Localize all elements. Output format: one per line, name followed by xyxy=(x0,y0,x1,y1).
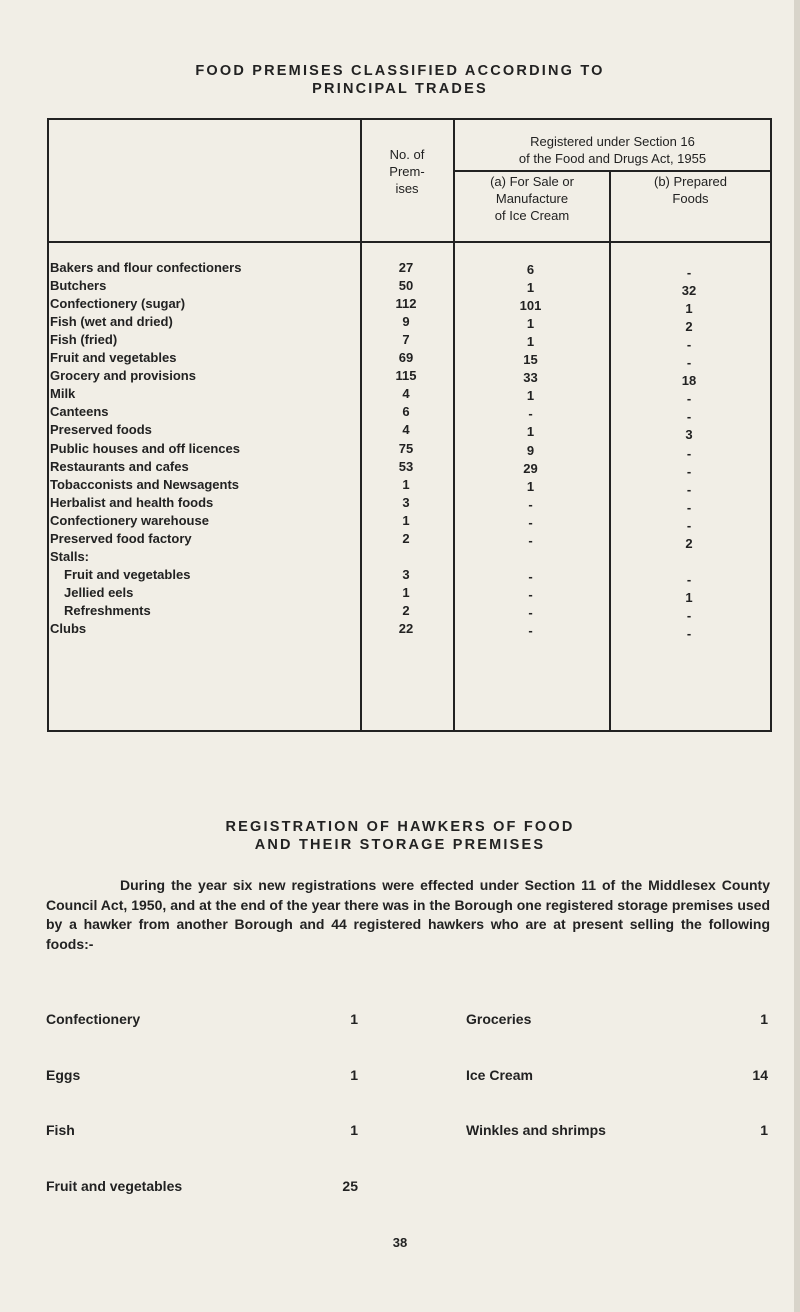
food-name: Fish xyxy=(46,1122,75,1138)
row-label: Fruit and vegetables xyxy=(64,566,191,582)
row-label: Confectionery warehouse xyxy=(50,512,209,528)
row-premises-count: 1 xyxy=(402,584,410,600)
table-row xyxy=(47,368,772,389)
food-name: Eggs xyxy=(46,1067,81,1083)
food-premises-table xyxy=(47,118,772,733)
table-row xyxy=(47,585,772,603)
table-row xyxy=(47,621,772,639)
header-ice-cream-line: Manufacture xyxy=(495,191,569,206)
row-premises-count: 2 xyxy=(402,530,410,546)
row-premises-count: 6 xyxy=(402,404,410,420)
table-row xyxy=(47,314,772,335)
row-label: Butchers xyxy=(50,278,107,294)
row-ice-cream-count: - xyxy=(528,532,533,548)
row-ice-cream-count: 15 xyxy=(523,352,538,368)
food-count: 1 xyxy=(350,1067,358,1083)
row-ice-cream-count: 1 xyxy=(526,280,535,296)
row-label: Jellied eels xyxy=(64,584,134,600)
row-label: Confectionery (sugar) xyxy=(50,296,186,312)
table-row xyxy=(47,278,772,299)
row-label: Tobacconists and Newsagents xyxy=(50,476,240,492)
row-label: Fruit and vegetables xyxy=(50,350,177,366)
header-premises-line: Prem- xyxy=(389,164,425,179)
header-registered xyxy=(455,133,770,167)
row-label: Clubs xyxy=(50,621,87,636)
row-prepared-foods-count: - xyxy=(686,607,692,623)
row-premises-count: 53 xyxy=(398,458,414,474)
row-ice-cream-count: - xyxy=(528,406,533,422)
table-bottom-rule xyxy=(47,730,772,732)
row-label: Stalls: xyxy=(50,548,90,564)
food-name: Ice Cream xyxy=(466,1067,533,1083)
table-row xyxy=(47,567,772,585)
table-row xyxy=(47,332,772,353)
food-name: Confectionery xyxy=(46,1011,141,1027)
row-label: Fish (wet and dried) xyxy=(50,314,173,330)
row-ice-cream-count: 1 xyxy=(526,388,535,404)
row-label: Fish (fried) xyxy=(50,332,118,348)
section-title-line-1: REGISTRATION OF HAWKERS OF FOOD xyxy=(225,819,575,835)
row-premises-count: 115 xyxy=(395,368,417,384)
food-name: Groceries xyxy=(466,1011,532,1027)
food-count: 1 xyxy=(350,1122,358,1138)
row-premises-count: 4 xyxy=(402,386,410,402)
header-sub-rule xyxy=(454,170,772,172)
table-row xyxy=(47,296,772,317)
row-prepared-foods-count: - xyxy=(686,409,692,425)
row-ice-cream-count: - xyxy=(528,496,533,512)
hawkers-paragraph-text: During the year six new registrations were effected under Section 11 of the Middlesex County Council Act, 1950, and at the end of the year there was in the Borough one registered storage premises used by a hawker from another Borough and 44 registered hawkers who are at present selling the following foods:- xyxy=(46,877,770,952)
table-row xyxy=(47,477,772,495)
row-prepared-foods-count: - xyxy=(686,517,692,533)
header-bottom-rule xyxy=(47,241,772,243)
header-premises-line: No. of xyxy=(389,147,425,162)
row-label: Restaurants and cafes xyxy=(50,458,189,474)
row-label: Bakers and flour confectioners xyxy=(50,260,242,275)
row-prepared-foods-count: 2 xyxy=(685,535,693,551)
row-premises-count: 3 xyxy=(402,494,410,510)
row-prepared-foods-count: - xyxy=(686,571,692,587)
row-label: Canteens xyxy=(50,404,109,420)
row-prepared-foods-count: 3 xyxy=(685,427,693,443)
table-row xyxy=(47,350,772,371)
row-ice-cream-count: - xyxy=(528,604,533,620)
table-row xyxy=(47,441,772,459)
row-prepared-foods-count: - xyxy=(686,481,692,497)
hawkers-paragraph xyxy=(46,876,770,954)
food-count: 1 xyxy=(760,1122,768,1138)
section-title-line-2: AND THEIR STORAGE PREMISES xyxy=(254,837,546,853)
row-premises-count: 69 xyxy=(398,350,414,366)
row-ice-cream-count: 1 xyxy=(526,424,535,440)
food-count: 14 xyxy=(752,1067,768,1083)
header-prepared-line: (b) Prepared xyxy=(654,174,727,189)
header-ice-cream xyxy=(455,173,609,224)
row-premises-count: 9 xyxy=(402,314,410,330)
row-ice-cream-count: 1 xyxy=(526,316,535,332)
row-prepared-foods-count: 2 xyxy=(685,319,693,335)
header-registered-line: of the Food and Drugs Act, 1955 xyxy=(518,151,707,166)
row-prepared-foods-count: - xyxy=(686,337,692,353)
table-top-rule xyxy=(47,118,772,120)
row-premises-count: 7 xyxy=(402,332,410,348)
row-ice-cream-count: - xyxy=(528,514,533,530)
row-prepared-foods-count: - xyxy=(686,391,692,407)
row-ice-cream-count: 1 xyxy=(526,334,535,350)
food-name: Winkles and shrimps xyxy=(466,1122,606,1138)
header-premises-line: ises xyxy=(395,181,419,196)
header-ice-cream-line: (a) For Sale or xyxy=(490,174,574,189)
row-prepared-foods-count: 1 xyxy=(685,589,693,605)
table-title-line-1: FOOD PREMISES CLASSIFIED ACCORDING TO xyxy=(195,63,605,79)
row-premises-count: 1 xyxy=(402,512,410,528)
page-edge-shadow xyxy=(794,0,800,1312)
header-prepared-line: Foods xyxy=(672,191,709,206)
food-count: 1 xyxy=(350,1011,358,1027)
header-premises xyxy=(362,146,452,197)
row-prepared-foods-count: - xyxy=(686,445,692,461)
table-row xyxy=(47,459,772,477)
table-row xyxy=(47,603,772,621)
row-label: Preserved foods xyxy=(50,422,152,438)
food-count: 1 xyxy=(760,1011,768,1027)
row-premises-count: 50 xyxy=(398,278,414,294)
row-premises-count: 3 xyxy=(402,566,410,582)
table-row xyxy=(47,495,772,513)
row-label: Grocery and provisions xyxy=(50,368,196,384)
table-row xyxy=(47,513,772,531)
table-title-line-2: PRINCIPAL TRADES xyxy=(312,81,488,97)
row-label: Milk xyxy=(50,386,76,402)
row-ice-cream-count: - xyxy=(528,568,533,584)
row-premises-count: 112 xyxy=(395,296,417,312)
table-row xyxy=(47,549,772,567)
page-number: 38 xyxy=(392,1235,408,1250)
header-registered-line: Registered under Section 16 xyxy=(530,134,695,149)
row-premises-count: 4 xyxy=(402,422,410,438)
table-row xyxy=(47,260,772,278)
food-count: 25 xyxy=(342,1178,358,1194)
row-ice-cream-count: 101 xyxy=(519,298,542,314)
row-ice-cream-count: 33 xyxy=(523,370,538,386)
row-prepared-foods-count: - xyxy=(686,463,692,479)
row-prepared-foods-count: - xyxy=(686,355,692,371)
row-prepared-foods-count: - xyxy=(686,626,692,641)
row-ice-cream-count: 6 xyxy=(526,262,535,277)
table-row xyxy=(47,422,772,443)
row-premises-count: 75 xyxy=(398,440,414,456)
row-label: Herbalist and health foods xyxy=(50,494,214,510)
row-ice-cream-count: 29 xyxy=(523,460,538,476)
row-ice-cream-count: - xyxy=(528,586,533,602)
row-premises-count: 1 xyxy=(402,476,410,492)
table-row xyxy=(47,404,772,425)
header-ice-cream-line: of Ice Cream xyxy=(494,208,570,223)
row-label: Public houses and off licences xyxy=(50,440,240,456)
row-premises-count: 22 xyxy=(398,621,414,636)
row-prepared-foods-count: 18 xyxy=(681,373,697,389)
row-prepared-foods-count: 1 xyxy=(685,301,693,317)
row-prepared-foods-count: - xyxy=(686,265,692,280)
row-ice-cream-count: 1 xyxy=(526,478,535,494)
table-row xyxy=(47,386,772,407)
food-name: Fruit and vegetables xyxy=(46,1178,183,1194)
row-ice-cream-count: 9 xyxy=(526,442,535,458)
row-premises-count: 27 xyxy=(398,260,414,275)
row-label: Preserved food factory xyxy=(50,530,192,546)
row-label: Refreshments xyxy=(64,602,151,618)
row-ice-cream-count: - xyxy=(528,623,533,638)
header-prepared-foods xyxy=(611,173,770,207)
row-prepared-foods-count: - xyxy=(686,499,692,515)
table-row xyxy=(47,531,772,549)
row-prepared-foods-count: 32 xyxy=(681,283,697,299)
row-premises-count: 2 xyxy=(402,602,410,618)
